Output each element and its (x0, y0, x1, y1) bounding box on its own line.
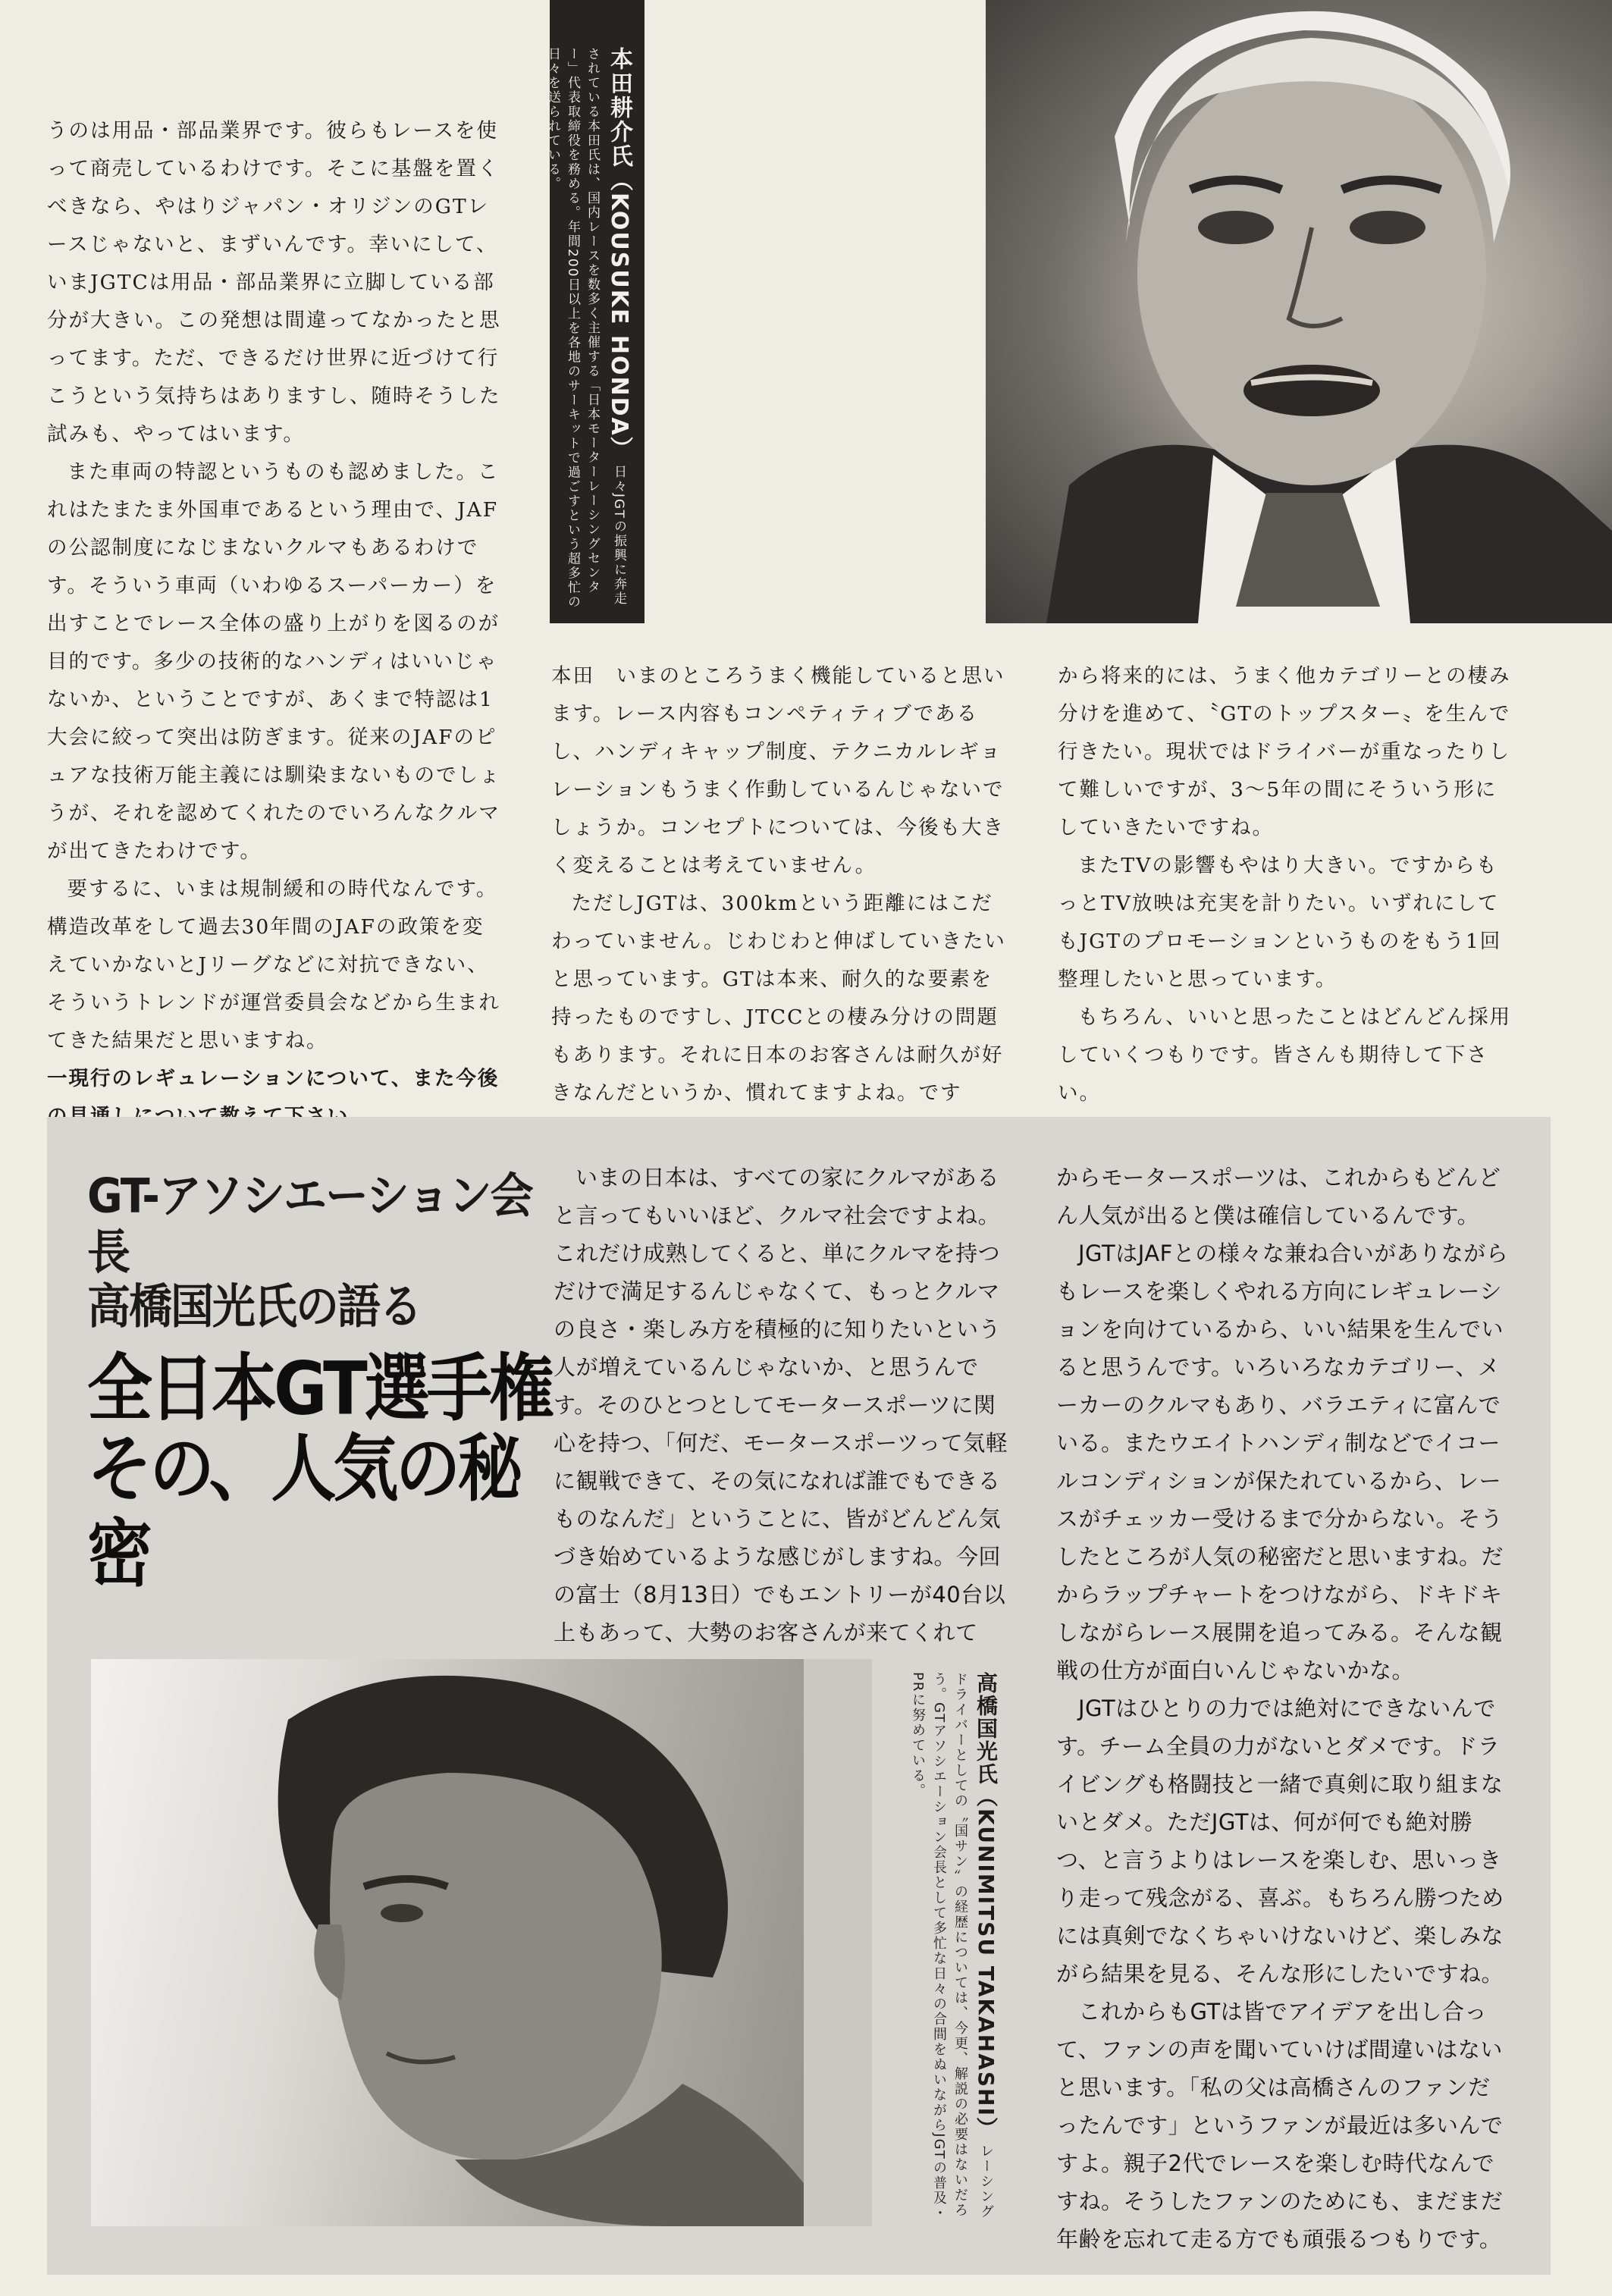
feature-column-middle (554, 1159, 1008, 1689)
honda-portrait-photo (986, 0, 1612, 623)
paragraph: から将来的には、うまく他カテゴリーとの棲み分けを進めて、〝GTのトップスター〟を生んで行きたい。現状ではドライバーが重なったりして難しいですが、3～5年の間にそういう形にしていきたいですね。 (1058, 664, 1511, 839)
paragraph: また車両の特認というものも認めました。これはたまたま外国車であるという理由で、JAFの公認制度になじまないクルマもあるわけです。そういう車両（いわゆるスーパーカー）を出すことでレース全体の盛り上がりを図るのが目的です。多少の技術的なハンディはいいじゃないか、ということですが、あくまで特認は1大会に絞って突出は防ぎます。従来のJAFのピュアな技術万能主義には馴染まないものでしょうが、それを認めてくれたのでいろんなクルマが出てきたわけです。 (47, 460, 501, 863)
feature-column-right (1056, 1159, 1511, 2258)
paragraph: ただしJGTは、300kmという距離にはこだわっていません。じわじわと伸ばしていきたいと思っています。GTは本来、耐久的な要素を持ったものですし、JTCCとの棲み分けの問題もあります。それに日本のお客さんは耐久が好きなんだというか、慣れてますよね。です (551, 892, 1006, 1105)
paragraph: 要するに、いまは規制緩和の時代なんです。構造改革をして過去30年間のJAFの政策を変えていかないとJリーグなどに対抗できない、そういうトレンドが運営委員会などから生まれてきた結果だと思いますね。 (47, 877, 500, 1052)
paragraph: もちろん、いいと思ったことはどんどん採用していくつもりです。皆さんも期待して下さい。 (1058, 1005, 1512, 1105)
headline-line-3: 全日本GT選手権 (87, 1347, 551, 1432)
paragraph: うのは用品・部品業界です。彼らもレースを使って商売しているわけです。そこに基盤を置くべきなら、やはりジャパン・オリジンのGTレースじゃないと、まずいんです。幸いにして、いまJGTCは用品・部品業界に立脚している部分が大きい。この発想は間違ってなかったと思ってます。ただ、できるだけ世界に近づけて行こうという気持ちはありますし、随時そうした試みも、やってはいます。 (47, 119, 501, 446)
caption-text: レーシングドライバーとしての〝国サン〟の経歴については、今更、解説の必要はないだろう。GTアソシエーション会長として多忙な日々の合間をぬいながらJGTの普及・PRに努めている。 (910, 1672, 994, 2221)
headline-line-2: 高橋国光氏の語る (87, 1279, 421, 1335)
caption-name: 本田耕介氏（KOUSUKE HONDA） (606, 47, 632, 461)
takahashi-photo-caption (880, 1672, 1001, 2225)
headline-line-4: その、人気の秘密 (87, 1427, 520, 1597)
headline-line-1: GT-アソシエーション会長 (87, 1168, 532, 1281)
paragraph: これからもGTは皆でアイデアを出し合って、ファンの声を聞いていけば間違いはないと思います。「私の父は高橋さんのファンだったんです」というファンが最近は多いんですよ。親子2代でレースを楽しむ時代なんですね。そうしたファンのためにも、まだまだ年齢を忘れて走る方でも頑張るつもりです。 (1056, 1999, 1504, 2252)
honda-photo-caption (545, 0, 644, 623)
paragraph: JGTはひとりの力では絶対にできないんです。チーム全員の力がないとダメです。ドライビングも格闘技と一緒で真剣に取り組まないとダメ。ただJGTは、何が何でも絶対勝つ、と言うよりはレースを楽しむ、思いっきり走って残念がる、喜ぶ。もちろん勝つためには真剣でなくちゃいけないけど、楽しみながら結果を見る、そんな形にしたいですね。 (1056, 1695, 1504, 1987)
article-column-top-middle (551, 657, 1010, 1112)
paragraph: JGTはJAFとの様々な兼ね合いがありながらもレースを楽しくやれる方向にレギュレーションを向けているから、いい結果を生んでいると思うんです。いろいろなカテゴリー、メーカーのクルマもあり、バラエティに富んでいる。またウエイトハンディ制などでイコールコンディションが保たれているから、レースがチェッカー受けるまで分からない。そうしたところが人気の秘密だと思いますね。だからラップチャートをつけながら、ドキドキしながらレース展開を追ってみる。そんな観戦の仕方が面白いんじゃないかな。 (1056, 1241, 1509, 1683)
paragraph: 本田 いまのところうまく機能していると思います。レース内容もコンペティティブであるし、ハンディキャップ制度、テクニカルレギョレーションもうまく作動しているんじゃないでしょうか。コンセプトについては、今後も大きく変えることは考えていません。 (551, 664, 1005, 877)
article-column-top-left (47, 112, 502, 1136)
paragraph: またTVの影響もやはり大きい。ですからもっとTV放映は充実を計りたい。いずれにしてもJGTのプロモーションというものをもう1回整理したいと思っています。 (1058, 854, 1502, 991)
feature-headline (87, 1168, 557, 1597)
interview-question: 一現行のレギュレーションについて、また今後 (47, 1067, 500, 1090)
portrait-illustration (91, 1659, 872, 2226)
caption-name: 高橋国光氏（KUNIMITSU TAKAHASHI） (974, 1672, 999, 2140)
paragraph: からモータースポーツは、これからもどんどん人気が出ると僕は確信しているんです。 (1056, 1165, 1501, 1228)
caption-text: 日々JGTの振興に奔走されている本田氏は、国内レースを数多く主催する「日本モーターレーシングセンター」代表取締役を務める。年間200日以上を各地のサーキットで過ごすという超多忙の日々を送られている。 (545, 47, 626, 610)
paragraph: いまの日本は、すべての家にクルマがあると言ってもいいほど、クルマ社会ですよね。これだけ成熟してくると、単にクルマを持つだけで満足するんじゃなくて、もっとクルマの良さ・楽しみ方を積極的に知りたいという人が増えているんじゃないか、と思うんです。そのひとつとしてモータースポーツに関心を持つ、「何だ、モータースポーツって気軽に観戦できて、その気になれば誰でもできるものなんだ」ということに、皆がどんどん気づき始めているような感じがしますね。今回の富士（8月13日）でもエントリーが40台以上もあって、大勢のお客さんが来てくれて (554, 1165, 1008, 1645)
takahashi-portrait-photo (91, 1659, 872, 2226)
portrait-illustration (986, 0, 1612, 623)
article-column-top-right (1058, 657, 1513, 1112)
